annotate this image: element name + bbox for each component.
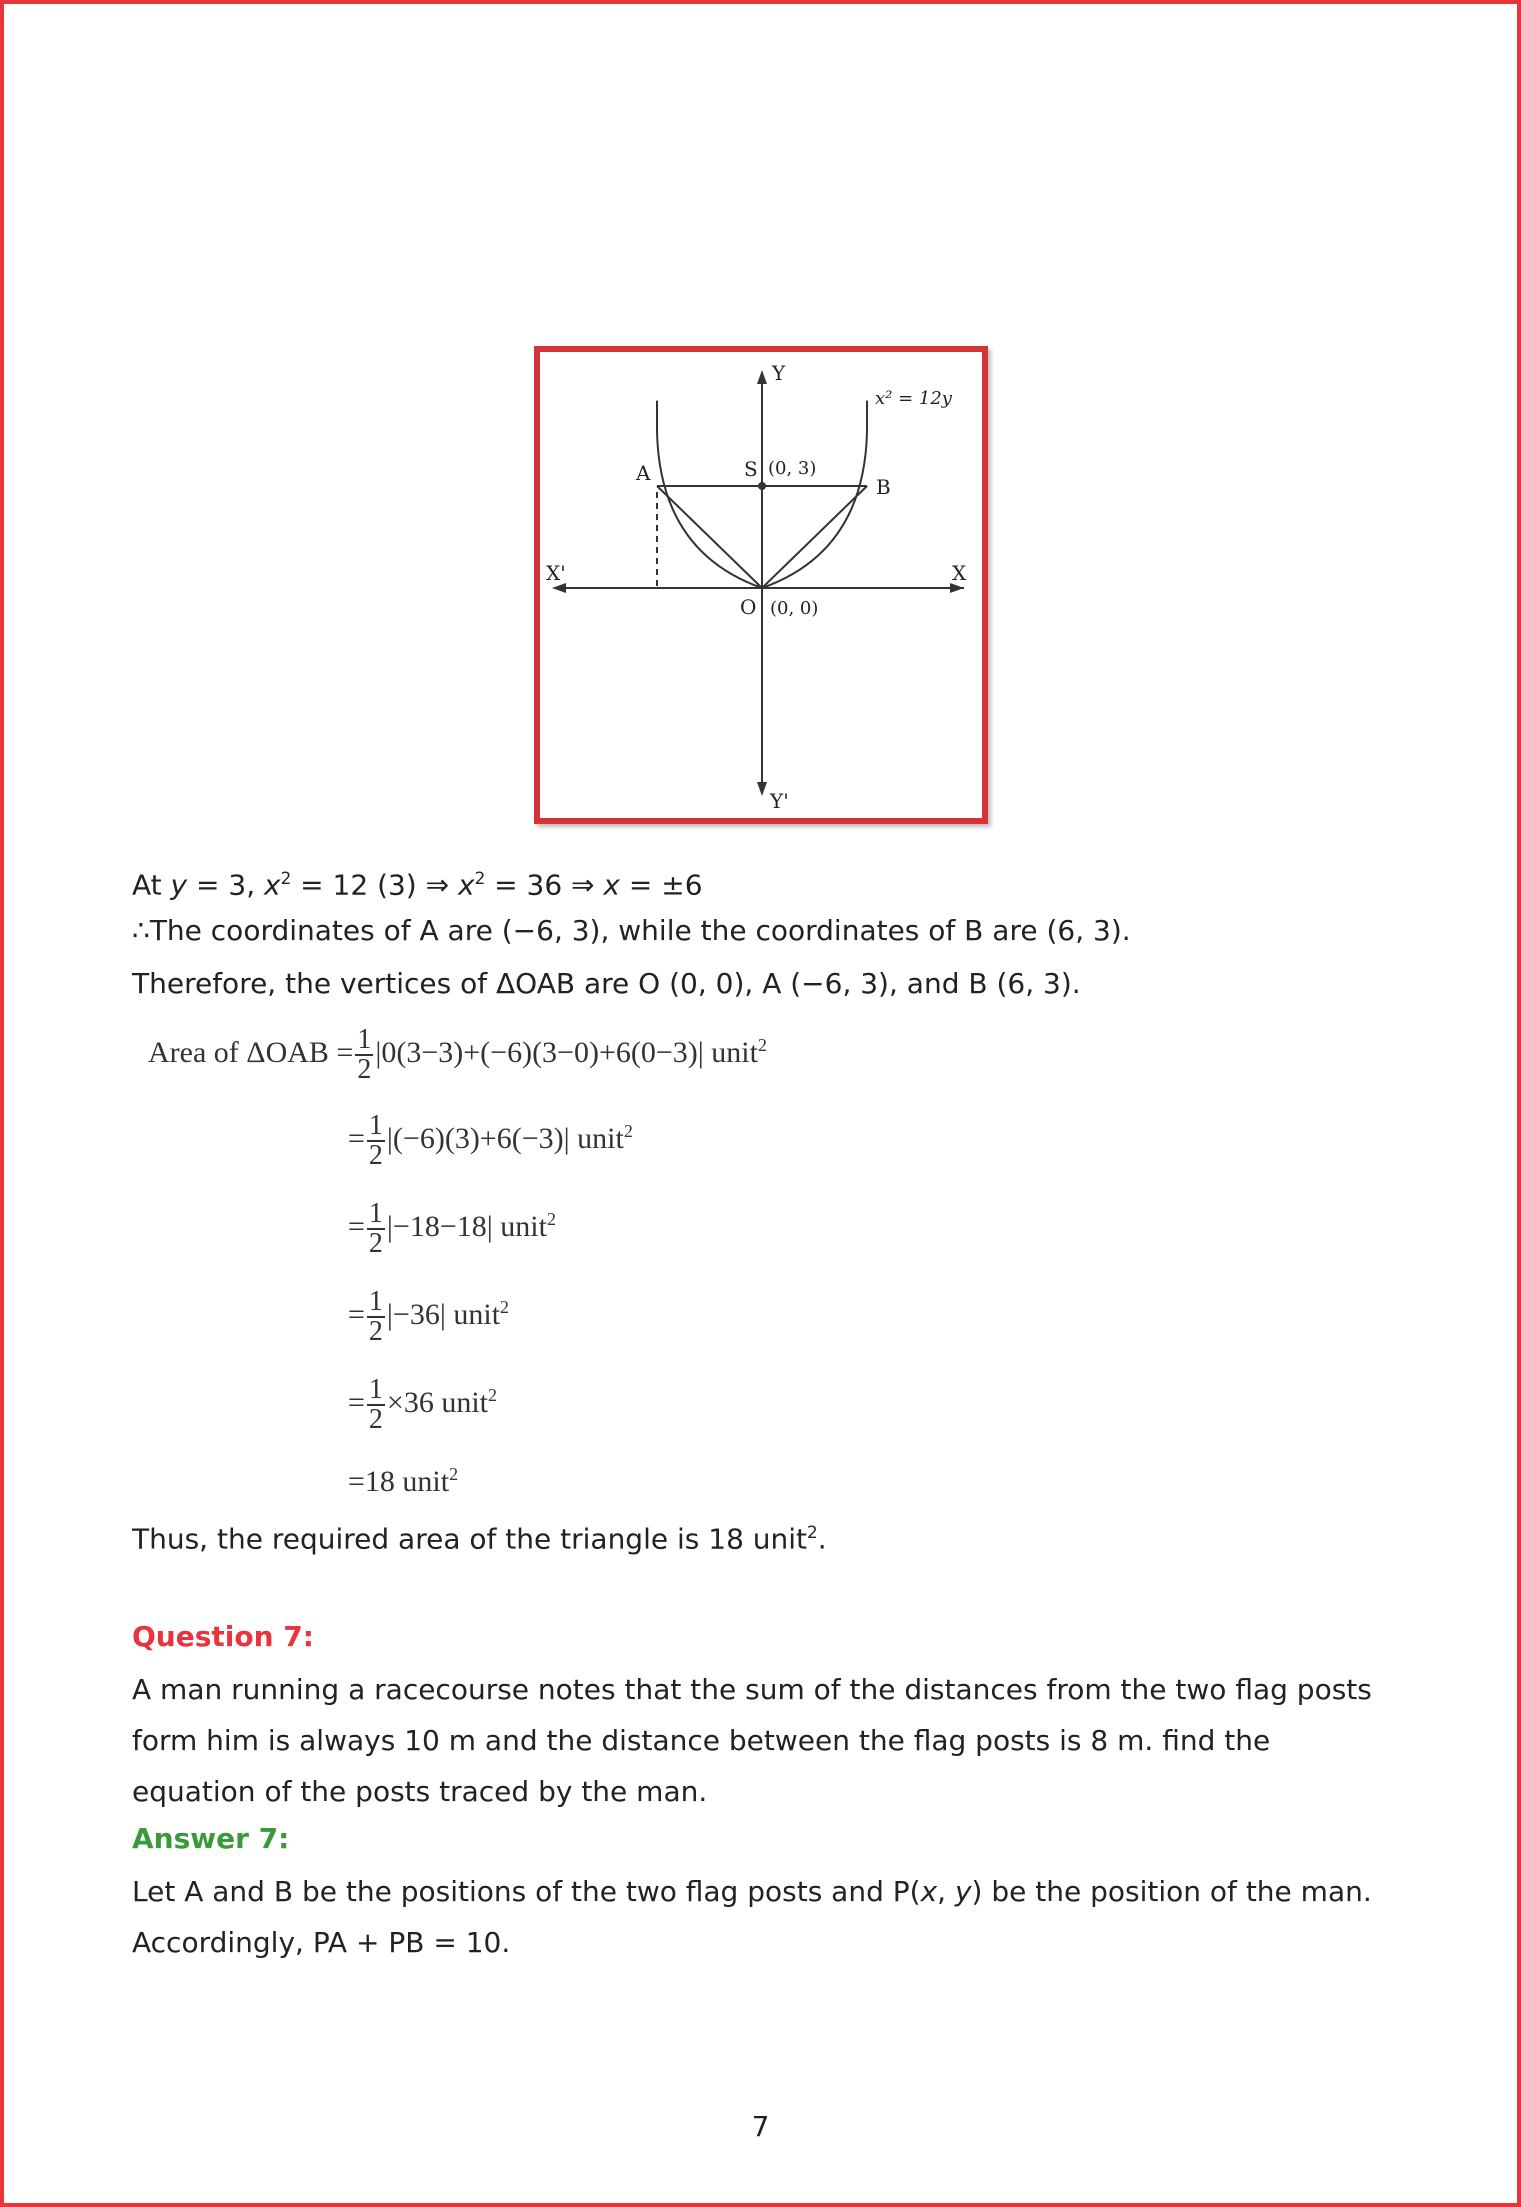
- label-x: X: [952, 561, 967, 585]
- area-step-2: = $\frac{1}{2}$ |−18−18| unit$^2$: [348, 1198, 556, 1259]
- area-step-4: = $\frac{1}{2}$ ×36 unit$^2$: [348, 1374, 498, 1435]
- label-y: Y: [772, 361, 786, 385]
- label-s: S: [744, 457, 758, 481]
- question-7-text: A man running a racecourse notes that the sum of the distances from the two flag posts form him is always 10 m and the distance between the flag posts is 8 m. find the equation of the posts traced by the man.: [132, 1673, 1372, 1808]
- label-y-neg: Y': [770, 789, 789, 813]
- parabola-figure: [534, 346, 988, 824]
- parabola-diagram: [540, 352, 982, 818]
- solution-line-1: At y = 3, $x^2 = 12$ (3) ⇒ $x^2 = 36$ ⇒ x = ±6: [132, 868, 703, 902]
- line-oa: [657, 486, 762, 588]
- question-7-heading: Question 7:: [132, 1620, 314, 1653]
- line-ob: [762, 486, 867, 588]
- answer-7-heading: Answer 7:: [132, 1822, 290, 1855]
- solution-line-2: ∴The coordinates of A are (−6, 3), while the coordinates of B are (6, 3).: [132, 914, 1131, 947]
- conclusion: Thus, the required area of the triangle is 18 unit$^2$.: [132, 1522, 827, 1556]
- focus-dot: [758, 482, 766, 490]
- area-step-1: = $\frac{1}{2}$ |(−6)(3)+6(−3)| unit$^2$: [348, 1110, 633, 1171]
- label-o: O: [740, 595, 757, 619]
- solution-line-3: Therefore, the vertices of ΔOAB are O (0, 0), A (−6, 3), and B (6, 3).: [132, 967, 1081, 1000]
- answer-7-text: Let A and B be the positions of the two flag posts and P(x, y) be the position of the man. Accordingly, PA + PB = 10.: [132, 1875, 1372, 1959]
- area-step-0: Area of ΔOAB = $\frac{1}{2}$ |0(3−3)+(−6)(3−0)+6(0−3)| unit$^2$: [148, 1024, 767, 1085]
- label-x-neg: X': [546, 561, 566, 585]
- y-axis-arrow-up: [757, 370, 767, 384]
- area-step-5: =18 unit$^2$: [348, 1464, 459, 1498]
- label-o-coords: (0, 0): [770, 598, 819, 619]
- label-b: B: [876, 475, 891, 499]
- label-s-coords: (0, 3): [768, 458, 817, 479]
- curve-equation: x² = 12y: [875, 388, 952, 409]
- area-step-3: = $\frac{1}{2}$ |−36| unit$^2$: [348, 1286, 510, 1347]
- y-axis-arrow-down: [757, 782, 767, 796]
- page-number: 7: [751, 2110, 770, 2143]
- label-a: A: [636, 461, 651, 485]
